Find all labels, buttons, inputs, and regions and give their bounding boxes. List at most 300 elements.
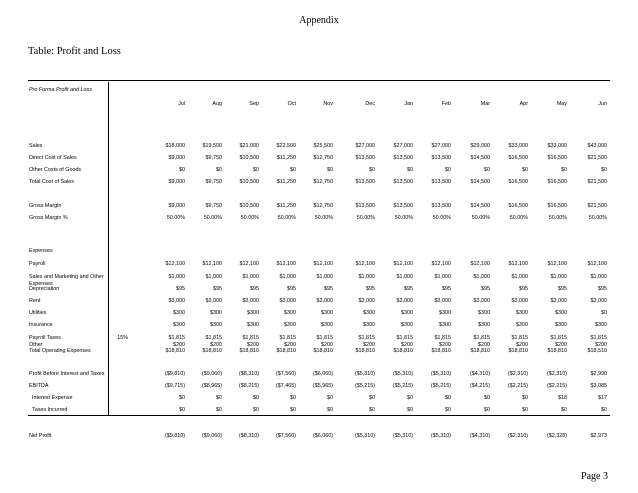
table-cell: $27,000 xyxy=(393,143,413,149)
table-cell: $14,500 xyxy=(470,179,490,185)
table-cell: ($2,215) xyxy=(507,383,528,389)
table-cell: $3,000 xyxy=(550,298,567,304)
table-cell: $3,000 xyxy=(242,298,259,304)
table-cell: $200 xyxy=(284,342,296,348)
table-cell: $1,000 xyxy=(358,274,375,280)
table-cell: $0 xyxy=(216,395,222,401)
table-cell: $0 xyxy=(253,167,259,173)
table-cell: $12,100 xyxy=(276,261,296,267)
table-cell: $16,500 xyxy=(547,155,567,161)
table-cell: ($2,310) xyxy=(507,371,528,377)
table-cell: $300 xyxy=(478,310,490,316)
table-cell: $14,500 xyxy=(470,155,490,161)
table-cell: $300 xyxy=(363,310,375,316)
table-cell: $0 xyxy=(407,407,413,413)
table-cell: ($6,060) xyxy=(312,371,333,377)
table-row xyxy=(0,310,638,319)
page-number: Page 3 xyxy=(581,471,608,482)
table-cell: ($7,560) xyxy=(275,371,296,377)
table-cell: $13,500 xyxy=(393,155,413,161)
table-cell: $16,500 xyxy=(508,155,528,161)
table-cell: $1,815 xyxy=(434,335,451,341)
table-row xyxy=(0,433,638,442)
row-label: Taxes Incurred xyxy=(29,407,68,413)
table-cell: $0 xyxy=(484,395,490,401)
table-cell: $1,000 xyxy=(168,274,185,280)
table-cell: $200 xyxy=(478,342,490,348)
table-cell: $3,000 xyxy=(358,298,375,304)
table-cell: $9,750 xyxy=(205,203,222,209)
table-cell: $13,500 xyxy=(355,203,375,209)
table-cell: $1,000 xyxy=(473,274,490,280)
table-cell: $21,500 xyxy=(587,203,607,209)
table-cell: $0 xyxy=(601,310,607,316)
table-cell: $21,000 xyxy=(239,143,259,149)
table-cell: ($2,328) xyxy=(546,433,567,439)
table-cell: ($9,810) xyxy=(164,433,185,439)
table-cell: $3,000 xyxy=(168,298,185,304)
table-row xyxy=(0,261,638,270)
month-header: Mar xyxy=(480,101,490,107)
table-cell: $0 xyxy=(179,407,185,413)
table-cell: 50.00% xyxy=(432,215,451,221)
table-cell: $1,000 xyxy=(550,274,567,280)
table-row xyxy=(0,274,638,287)
table-cell: $95 xyxy=(442,286,451,292)
table-cell: $2,990 xyxy=(590,371,607,377)
table-cell: $1,815 xyxy=(396,335,413,341)
table-cell: $1,815 xyxy=(358,335,375,341)
month-header-row xyxy=(0,101,638,110)
table-cell: $0 xyxy=(290,407,296,413)
table-cell: ($5,310) xyxy=(392,371,413,377)
table-row xyxy=(0,371,638,380)
table-cell: $95 xyxy=(176,286,185,292)
month-header: May xyxy=(556,101,567,107)
row-label: Utilities xyxy=(29,310,47,316)
table-cell: $200 xyxy=(363,342,375,348)
table-cell: $0 xyxy=(327,407,333,413)
table-cell: $12,100 xyxy=(587,261,607,267)
table-cell: $18,810 xyxy=(470,348,490,354)
table-cell: $300 xyxy=(284,310,296,316)
table-row xyxy=(0,395,638,404)
table-cell: $13,500 xyxy=(431,203,451,209)
table-cell: ($5,310) xyxy=(430,371,451,377)
table-cell: $18 xyxy=(558,395,567,401)
table-cell: ($9,060) xyxy=(201,433,222,439)
table-cell: ($4,215) xyxy=(469,383,490,389)
table-cell: ($9,060) xyxy=(201,371,222,377)
table-top-rule xyxy=(28,80,610,81)
row-label: EBITDA xyxy=(29,383,49,389)
table-row xyxy=(0,407,638,416)
page-header: Appendix xyxy=(299,15,339,26)
row-label: Other xyxy=(29,342,43,348)
table-cell: $18,810 xyxy=(239,348,259,354)
month-header: Dec xyxy=(365,101,375,107)
table-cell: $95 xyxy=(366,286,375,292)
table-cell: $1,815 xyxy=(168,335,185,341)
table-cell: $18,000 xyxy=(165,143,185,149)
table-cell: $1,000 xyxy=(242,274,259,280)
table-cell: 50.00% xyxy=(203,215,222,221)
table-cell: $1,815 xyxy=(205,335,222,341)
table-cell: $9,000 xyxy=(168,179,185,185)
table-cell: ($2,310) xyxy=(546,371,567,377)
table-cell: $10,500 xyxy=(239,155,259,161)
table-cell: ($8,965) xyxy=(201,383,222,389)
table-cell: $11,250 xyxy=(276,203,296,209)
table-cell: $12,100 xyxy=(313,261,333,267)
month-header: Jan xyxy=(404,101,413,107)
table-cell: ($2,215) xyxy=(546,383,567,389)
table-cell: ($7,465) xyxy=(275,383,296,389)
table-cell: $3,000 xyxy=(473,298,490,304)
table-cell: $0 xyxy=(179,167,185,173)
table-cell: $95 xyxy=(324,286,333,292)
table-cell: ($5,310) xyxy=(354,433,375,439)
table-row xyxy=(0,215,638,224)
table-cell: $10,500 xyxy=(239,179,259,185)
month-header: Sep xyxy=(249,101,259,107)
table-cell: 50.00% xyxy=(548,215,567,221)
table-cell: $18,810 xyxy=(547,348,567,354)
row-label: Direct Cost of Sales xyxy=(29,155,77,161)
table-cell: $3,000 xyxy=(511,298,528,304)
table-cell: $12,100 xyxy=(355,261,375,267)
table-cell: $16,500 xyxy=(508,203,528,209)
table-cell: $16,500 xyxy=(508,179,528,185)
table-cell: $17 xyxy=(598,395,607,401)
table-cell: $1,000 xyxy=(590,274,607,280)
table-row xyxy=(0,298,638,307)
row-label: Sales and Marketing and Other Expenses xyxy=(29,274,106,287)
row-label: Total Cost of Sales xyxy=(29,179,74,185)
row-rate: 15% xyxy=(117,335,128,341)
table-row xyxy=(0,383,638,392)
table-cell: $0 xyxy=(216,407,222,413)
table-cell: $33,000 xyxy=(547,143,567,149)
table-cell: $13,500 xyxy=(393,179,413,185)
table-cell: ($8,310) xyxy=(238,433,259,439)
table-cell: $19,500 xyxy=(202,143,222,149)
table-cell: $13,500 xyxy=(431,179,451,185)
table-cell: $12,100 xyxy=(165,261,185,267)
table-cell: $200 xyxy=(401,342,413,348)
row-label: Profit Before Interest and Taxes xyxy=(29,371,105,377)
table-cell: $0 xyxy=(253,395,259,401)
table-cell: $12,750 xyxy=(313,203,333,209)
table-cell: $0 xyxy=(522,407,528,413)
table-row xyxy=(0,179,638,188)
table-cell: ($5,310) xyxy=(354,371,375,377)
table-cell: $0 xyxy=(522,395,528,401)
table-cell: $300 xyxy=(247,310,259,316)
row-label: Total Operating Expenses xyxy=(29,348,91,354)
table-cell: $0 xyxy=(484,407,490,413)
table-title: Table: Profit and Loss xyxy=(28,46,121,57)
table-cell: 50.00% xyxy=(277,215,296,221)
month-header: Oct xyxy=(287,101,296,107)
table-cell: $22,500 xyxy=(276,143,296,149)
table-cell: $18,810 xyxy=(355,348,375,354)
table-cell: $16,500 xyxy=(547,179,567,185)
table-row xyxy=(0,167,638,176)
table-cell: $25,500 xyxy=(313,143,333,149)
table-cell: ($7,560) xyxy=(275,433,296,439)
pro-forma-heading: Pro Forma Profit and Loss xyxy=(29,87,92,93)
table-cell: $18,810 xyxy=(313,348,333,354)
table-cell: $43,000 xyxy=(587,143,607,149)
table-cell: $3,000 xyxy=(590,298,607,304)
table-cell: $0 xyxy=(484,167,490,173)
table-cell: $0 xyxy=(407,167,413,173)
table-cell: $9,750 xyxy=(205,179,222,185)
table-cell: 50.00% xyxy=(314,215,333,221)
table-cell: $33,000 xyxy=(508,143,528,149)
table-cell: $300 xyxy=(478,322,490,328)
table-cell: $300 xyxy=(321,310,333,316)
table-cell: $200 xyxy=(247,342,259,348)
table-cell: $300 xyxy=(555,310,567,316)
table-cell: $0 xyxy=(290,395,296,401)
table-cell: 50.00% xyxy=(471,215,490,221)
table-cell: 50.00% xyxy=(356,215,375,221)
month-header: Nov xyxy=(323,101,333,107)
table-cell: $13,500 xyxy=(355,155,375,161)
table-cell: $95 xyxy=(519,286,528,292)
table-cell: $9,000 xyxy=(168,155,185,161)
table-cell: ($4,310) xyxy=(469,371,490,377)
table-cell: $3,000 xyxy=(279,298,296,304)
table-cell: $300 xyxy=(595,322,607,328)
row-label: Payroll Taxes xyxy=(29,335,61,341)
table-cell: ($5,310) xyxy=(430,433,451,439)
table-cell: $18,810 xyxy=(165,348,185,354)
table-cell: $300 xyxy=(173,322,185,328)
table-cell: $300 xyxy=(321,322,333,328)
table-cell: $200 xyxy=(595,342,607,348)
table-cell: $200 xyxy=(439,342,451,348)
table-cell: $14,500 xyxy=(470,203,490,209)
table-cell: $0 xyxy=(290,167,296,173)
table-cell: $3,000 xyxy=(205,298,222,304)
table-cell: $29,000 xyxy=(470,143,490,149)
table-row xyxy=(0,322,638,331)
table-cell: $1,815 xyxy=(511,335,528,341)
table-cell: $0 xyxy=(601,167,607,173)
table-cell: $95 xyxy=(404,286,413,292)
table-cell: $1,815 xyxy=(242,335,259,341)
row-label: Interest Expense xyxy=(29,395,73,401)
table-cell: $13,500 xyxy=(431,155,451,161)
table-cell: $10,500 xyxy=(239,203,259,209)
table-cell: $1,815 xyxy=(279,335,296,341)
table-cell: $0 xyxy=(369,407,375,413)
row-label: Other Costs of Goods xyxy=(29,167,82,173)
table-cell: $12,100 xyxy=(202,261,222,267)
table-cell: $1,000 xyxy=(511,274,528,280)
table-cell: $12,100 xyxy=(239,261,259,267)
table-cell: $200 xyxy=(210,342,222,348)
table-cell: 50.00% xyxy=(166,215,185,221)
table-cell: $1,815 xyxy=(550,335,567,341)
table-cell: $0 xyxy=(445,407,451,413)
table-cell: $21,500 xyxy=(587,179,607,185)
table-cell: $0 xyxy=(179,395,185,401)
table-cell: $95 xyxy=(598,286,607,292)
table-cell: $200 xyxy=(173,342,185,348)
table-cell: $300 xyxy=(173,310,185,316)
month-header: Apr xyxy=(519,101,528,107)
table-cell: $12,100 xyxy=(508,261,528,267)
table-cell: ($6,060) xyxy=(312,433,333,439)
table-cell: 50.00% xyxy=(588,215,607,221)
month-header: Feb xyxy=(441,101,451,107)
table-cell: $11,250 xyxy=(276,179,296,185)
table-cell: $18,810 xyxy=(431,348,451,354)
table-cell: $300 xyxy=(210,322,222,328)
table-cell: $300 xyxy=(439,310,451,316)
table-cell: $1,000 xyxy=(396,274,413,280)
table-cell: $3,000 xyxy=(434,298,451,304)
table-cell: $9,750 xyxy=(205,155,222,161)
table-cell: $200 xyxy=(321,342,333,348)
table-cell: ($9,715) xyxy=(164,383,185,389)
row-label: Sales xyxy=(29,143,43,149)
table-cell: $3,000 xyxy=(316,298,333,304)
table-cell: $200 xyxy=(516,342,528,348)
table-cell: ($9,810) xyxy=(164,371,185,377)
table-cell: $95 xyxy=(287,286,296,292)
table-cell: $300 xyxy=(401,310,413,316)
table-cell: $0 xyxy=(253,407,259,413)
table-cell: $21,500 xyxy=(587,155,607,161)
table-cell: $11,250 xyxy=(276,155,296,161)
table-cell: $0 xyxy=(522,167,528,173)
row-label: Payroll xyxy=(29,261,46,267)
table-cell: $0 xyxy=(601,407,607,413)
table-cell: $18,810 xyxy=(276,348,296,354)
row-label: Depreciation xyxy=(29,286,60,292)
row-label: Net Profit xyxy=(29,433,52,439)
table-cell: ($2,310) xyxy=(507,433,528,439)
table-cell: $300 xyxy=(363,322,375,328)
table-cell: $0 xyxy=(369,167,375,173)
table-cell: $16,500 xyxy=(547,203,567,209)
table-cell: $1,815 xyxy=(590,335,607,341)
table-cell: $300 xyxy=(210,310,222,316)
table-row xyxy=(0,335,638,348)
table-cell: $95 xyxy=(213,286,222,292)
table-row xyxy=(0,348,638,357)
table-cell: ($5,965) xyxy=(312,383,333,389)
table-cell: $300 xyxy=(516,322,528,328)
table-cell: $12,100 xyxy=(431,261,451,267)
table-cell: $95 xyxy=(250,286,259,292)
row-label: Expenses xyxy=(29,248,53,254)
table-cell: $0 xyxy=(407,395,413,401)
table-cell: ($8,215) xyxy=(238,383,259,389)
month-header: Jul xyxy=(178,101,185,107)
table-cell: $0 xyxy=(445,395,451,401)
table-cell: $0 xyxy=(369,395,375,401)
table-cell: $3,085 xyxy=(590,383,607,389)
table-cell: $1,815 xyxy=(473,335,490,341)
table-row xyxy=(0,155,638,164)
table-cell: $0 xyxy=(216,167,222,173)
table-cell: 50.00% xyxy=(394,215,413,221)
table-cell: $300 xyxy=(516,310,528,316)
table-cell: $300 xyxy=(401,322,413,328)
table-cell: $95 xyxy=(558,286,567,292)
table-cell: $12,750 xyxy=(313,179,333,185)
table-cell: $13,500 xyxy=(355,179,375,185)
table-cell: $9,000 xyxy=(168,203,185,209)
table-cell: ($8,310) xyxy=(238,371,259,377)
table-cell: ($5,215) xyxy=(392,383,413,389)
table-cell: $200 xyxy=(555,342,567,348)
table-cell: $27,000 xyxy=(355,143,375,149)
month-header: Jun xyxy=(598,101,607,107)
row-label: Insurance xyxy=(29,322,53,328)
table-cell: $300 xyxy=(439,322,451,328)
table-cell: ($5,215) xyxy=(354,383,375,389)
table-cell: $13,500 xyxy=(393,203,413,209)
table-cell: $95 xyxy=(481,286,490,292)
table-cell: $0 xyxy=(327,395,333,401)
table-cell: $1,815 xyxy=(316,335,333,341)
table-cell: $0 xyxy=(561,167,567,173)
table-row xyxy=(0,203,638,212)
table-cell: $2,973 xyxy=(590,433,607,439)
table-cell: ($4,310) xyxy=(469,433,490,439)
table-cell: $18,810 xyxy=(202,348,222,354)
table-cell: $12,100 xyxy=(547,261,567,267)
row-label: Gross Margin % xyxy=(29,215,68,221)
month-header: Aug xyxy=(212,101,222,107)
row-label: Gross Margin xyxy=(29,203,62,209)
table-cell: ($5,310) xyxy=(392,433,413,439)
table-cell: $0 xyxy=(445,167,451,173)
table-cell: 50.00% xyxy=(240,215,259,221)
table-cell: $1,000 xyxy=(205,274,222,280)
table-row xyxy=(0,286,638,295)
table-cell: 50.00% xyxy=(509,215,528,221)
table-cell: $18,510 xyxy=(587,348,607,354)
table-cell: ($5,215) xyxy=(430,383,451,389)
table-row xyxy=(0,248,638,257)
table-cell: $12,100 xyxy=(393,261,413,267)
table-cell: $18,810 xyxy=(393,348,413,354)
table-cell: $300 xyxy=(284,322,296,328)
table-cell: $300 xyxy=(247,322,259,328)
table-cell: $1,000 xyxy=(434,274,451,280)
table-cell: $27,000 xyxy=(431,143,451,149)
table-cell: $12,750 xyxy=(313,155,333,161)
row-label: Rent xyxy=(29,298,41,304)
table-cell: $1,000 xyxy=(279,274,296,280)
table-cell: $0 xyxy=(327,167,333,173)
table-cell: $1,000 xyxy=(316,274,333,280)
table-row xyxy=(0,143,638,152)
table-cell: $18,810 xyxy=(508,348,528,354)
table-cell: $300 xyxy=(555,322,567,328)
table-cell: $12,100 xyxy=(470,261,490,267)
table-cell: $3,000 xyxy=(396,298,413,304)
table-cell: $0 xyxy=(561,407,567,413)
